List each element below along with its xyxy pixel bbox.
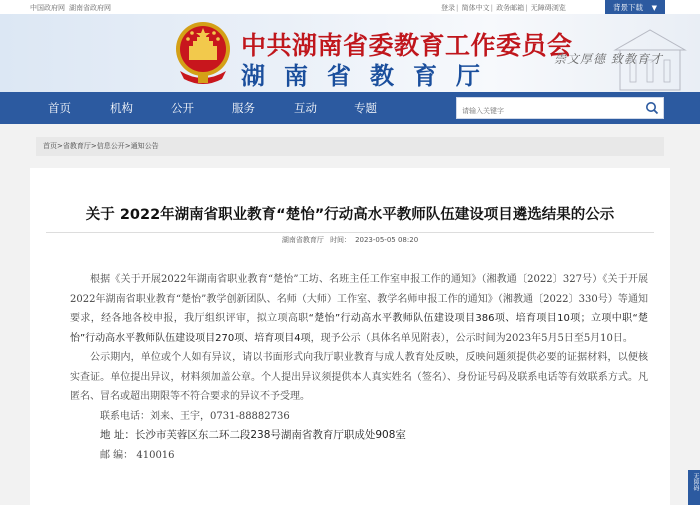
nav-home[interactable]: 首页 [48, 101, 71, 115]
nav-topics[interactable]: 专题 [354, 101, 377, 115]
breadcrumb-department[interactable]: 省教育厅 [62, 142, 91, 150]
intro-text: 根据《关于开展2022年湖南省职业教育“楚怡”工坊、名班主任工作室申报工作的通知》（湘教通〔2022〕327号）《关于开展2022年湖南省职业教育“楚怡”教学创新团队、名师（大师）工作室、教学名师申报工作的通知》（湘教通〔2022〕330号）等通知要求，经各地各校申报，我厅组织评审，拟立项高职 [70, 274, 648, 324]
article-meta [30, 235, 670, 245]
article-title: 关于 2022年湖南省职业教育“楚怡”行动高水平教师队伍建设项目遴选结果的公示 [85, 207, 615, 223]
caret-down-icon: ▼ [651, 4, 657, 12]
postcode-line: 邮 编： 410016 [100, 449, 175, 461]
simplified-link[interactable]: 简体中文 [461, 4, 490, 12]
breadcrumb-home[interactable]: 首页 [43, 142, 57, 150]
article-card [30, 168, 670, 505]
time-label: 时间： [330, 236, 352, 244]
utility-links [441, 3, 567, 13]
accessibility-link[interactable]: 无障碍浏览 [530, 4, 566, 12]
national-emblem-icon [172, 19, 234, 87]
breadcrumb-sep: > [57, 142, 63, 150]
breadcrumb [36, 137, 664, 156]
nav-institution[interactable]: 机构 [110, 101, 133, 115]
article-time: 2023-05-05 08:20 [355, 236, 419, 244]
intro-highlight: “楚怡”行动高水平教师队伍建设项目386项、培育项目10项；立项中职“楚怡”行动高水平教师队伍建设项目270项、培育项目4项 [70, 313, 649, 344]
paragraph-intro [70, 270, 648, 348]
login-link[interactable]: 登录 [441, 4, 455, 12]
hunan-gov-link[interactable]: 湖南省政府网 [69, 4, 111, 12]
accessibility-float-button[interactable]: 无障碍 [688, 470, 700, 505]
search-input[interactable] [457, 101, 637, 121]
separator: | [490, 4, 493, 12]
site-subtitle: 湖南省教育厅 [241, 62, 499, 90]
address-line: 地 址：长沙市芙蓉区东二环二段238号湖南省教育厅职成处908室 [100, 429, 406, 441]
nav-interaction[interactable]: 互动 [294, 101, 317, 115]
paragraph-objection: 公示期内，单位或个人如有异议，请以书面形式向我厅职业教育与成人教育处反映，反映问题须提供必要的证据材料，以便核实查证。单位提出异议，材料须加盖公章。个人提出异议须提供本人真实姓名（签名）、身份证号码及联系电话等有效联系方式。凡匿名、冒名或超出期限等不符合要求的异议不予受理。 [70, 352, 648, 402]
separator: | [525, 4, 528, 12]
nav-disclosure[interactable]: 公开 [171, 101, 194, 115]
gov-links [30, 3, 115, 13]
search-icon[interactable] [645, 101, 659, 115]
breadcrumb-notices[interactable]: 通知公告 [130, 142, 159, 150]
gov-link[interactable]: 中国政府网 [30, 4, 65, 12]
breadcrumb-sep: > [124, 142, 131, 150]
download-label: 背景下载 [613, 3, 643, 12]
site-title: 中共湖南省委教育工作委员会 [241, 31, 573, 60]
contact-line: 联系电话：刘来、王宇，0731-88882736 [100, 410, 290, 422]
breadcrumb-sep: > [90, 142, 97, 150]
top-utility-bar [0, 0, 700, 14]
article-source: 湖南省教育厅 [281, 236, 324, 244]
nav-service[interactable]: 服务 [232, 101, 255, 115]
intro-tail: ，现予公示（具体名单见附表），公示时间为2023年5月5日至5月10日。 [310, 332, 633, 344]
motto: 崇文厚德 致教育才 [554, 52, 663, 66]
separator: | [456, 4, 459, 12]
main-nav [0, 92, 700, 124]
site-header [0, 14, 700, 92]
article-body [70, 270, 648, 465]
mailbox-link[interactable]: 政务邮箱 [496, 4, 525, 12]
title-divider [46, 232, 654, 233]
breadcrumb-disclosure[interactable]: 信息公开 [96, 142, 125, 150]
search-box [456, 97, 664, 119]
